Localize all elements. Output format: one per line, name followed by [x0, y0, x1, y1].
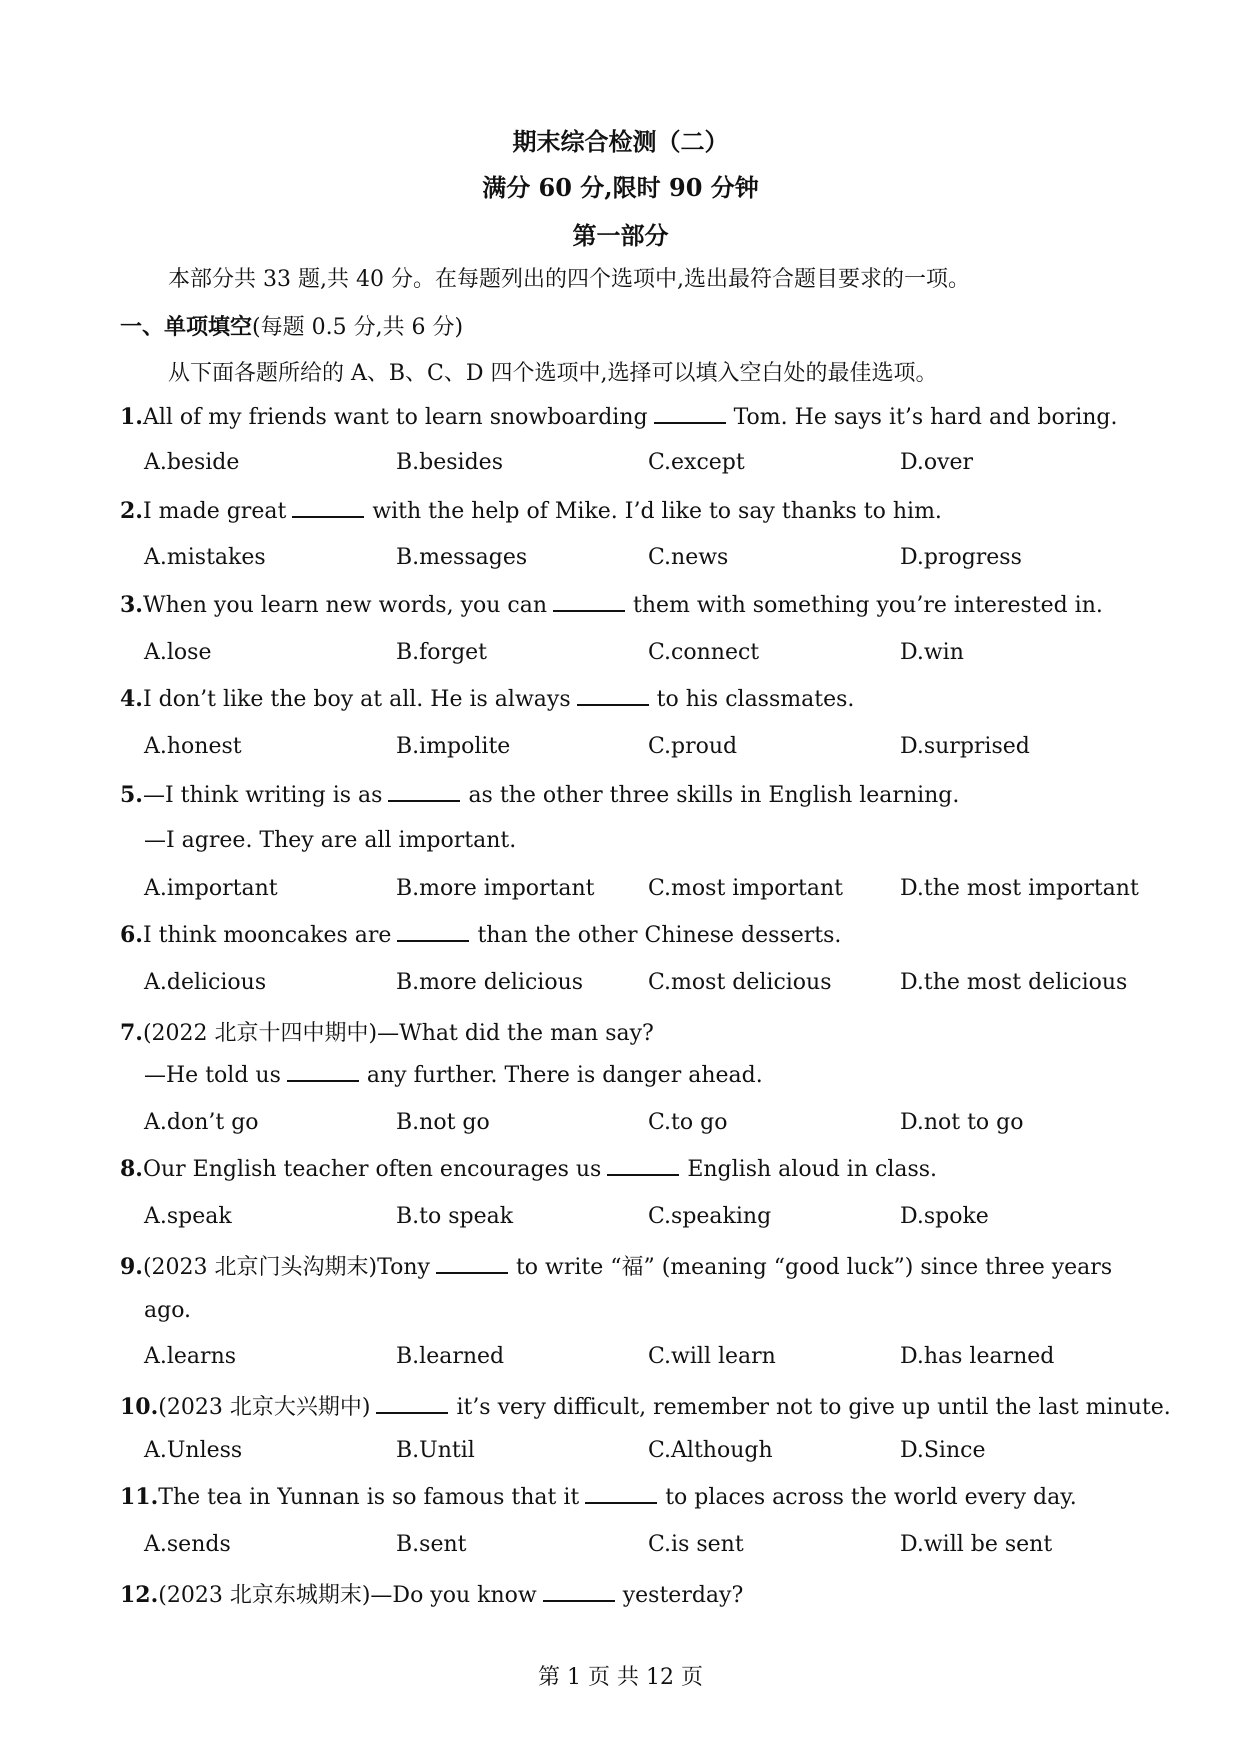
question-text: yesterday? — [622, 1583, 744, 1608]
option: B.besides — [396, 450, 503, 475]
option: D.progress — [900, 545, 1022, 570]
option: C.news — [648, 545, 729, 570]
question-stem — [120, 1578, 743, 1609]
question-text: All of my friends want to learn snowboarding — [142, 405, 648, 430]
option: D.Since — [900, 1438, 986, 1463]
option: B.more important — [396, 876, 595, 901]
question-number: 11. — [120, 1484, 159, 1510]
question-stem — [120, 592, 1103, 618]
options-row — [144, 450, 1152, 475]
option: A.important — [144, 876, 278, 901]
option: C.Although — [648, 1438, 773, 1463]
question-stem — [120, 1156, 937, 1182]
option: B.learned — [396, 1344, 505, 1369]
question-stem — [120, 1484, 1077, 1510]
section-heading — [120, 310, 463, 341]
question-number: 3. — [120, 592, 143, 618]
question-text: with the help of Mike. I’d like to say thanks to him. — [372, 499, 942, 524]
question-text: English aloud in class. — [687, 1157, 938, 1182]
question-continuation: ago. — [144, 1298, 192, 1323]
question-stem — [120, 1390, 1171, 1421]
question-text: —I think writing is as — [142, 783, 383, 808]
option: B.messages — [396, 545, 528, 570]
question-number: 9. — [120, 1254, 143, 1280]
question-text: to places across the world every day. — [665, 1485, 1077, 1510]
answer-blank — [607, 1156, 679, 1176]
options-row — [144, 1204, 1152, 1229]
section-instruction: 从下面各题所给的 A、B、C、D 四个选项中,选择可以填入空白处的最佳选项。 — [168, 361, 938, 386]
question-number: 5. — [120, 782, 143, 808]
option: D.over — [900, 450, 974, 475]
answer-blank — [543, 1582, 615, 1602]
option: A.delicious — [144, 970, 267, 995]
question-stem — [120, 686, 854, 712]
question-stem — [120, 1016, 654, 1047]
option: B.forget — [396, 640, 488, 665]
part-title: 第一部分 — [572, 221, 669, 250]
part-intro: 本部分共 33 题,共 40 分。在每题列出的四个选项中,选出最符合题目要求的一项。 — [168, 267, 970, 292]
page-subtitle: 满分 60 分,限时 90 分钟 — [482, 173, 759, 202]
question-text: I think mooncakes are — [142, 923, 392, 948]
option: B.more delicious — [396, 970, 584, 995]
question-text: (2023 北京东城期末)—Do you know — [158, 1583, 537, 1608]
option: C.will learn — [648, 1344, 776, 1369]
question-number: 10. — [120, 1394, 159, 1420]
option: A.honest — [144, 734, 242, 759]
question-number: 6. — [120, 922, 143, 948]
option: A.Unless — [144, 1438, 243, 1463]
option: A.speak — [144, 1204, 232, 1229]
option: C.most important — [648, 876, 843, 901]
question-number: 12. — [120, 1582, 159, 1608]
option: A.mistakes — [144, 545, 266, 570]
option: D.win — [900, 640, 964, 665]
section-title: 一、单项填空 — [120, 314, 253, 340]
question-text: Tom. He says it’s hard and boring. — [733, 405, 1118, 430]
option: A.learns — [144, 1344, 237, 1369]
question-text: to write “福” (meaning “good luck”) since three years — [515, 1255, 1113, 1280]
option: C.proud — [648, 734, 738, 759]
question-number: 2. — [120, 498, 143, 524]
option: A.beside — [144, 450, 240, 475]
answer-blank — [436, 1254, 508, 1274]
option: D.surprised — [900, 734, 1030, 759]
answer-blank — [388, 782, 460, 802]
option: C.to go — [648, 1110, 728, 1135]
question-text: them with something you’re interested in. — [633, 593, 1103, 618]
section-score: (每题 0.5 分,共 6 分) — [252, 315, 464, 340]
page-footer: 第 1 页 共 12 页 — [538, 1665, 703, 1690]
question-reply: —I agree. They are all important. — [144, 828, 517, 853]
question-text: as the other three skills in English learning. — [468, 783, 960, 808]
answer-blank — [553, 592, 625, 612]
question-text: to his classmates. — [656, 687, 855, 712]
options-row — [144, 1110, 1152, 1135]
option: C.connect — [648, 640, 760, 665]
page-title: 期末综合检测（二） — [512, 127, 729, 156]
option: D.the most important — [900, 876, 1139, 901]
answer-blank — [577, 686, 649, 706]
option: C.except — [648, 450, 745, 475]
option: C.is sent — [648, 1532, 744, 1557]
option: C.speaking — [648, 1204, 772, 1229]
options-row — [144, 970, 1152, 995]
question-text: The tea in Yunnan is so famous that it — [158, 1485, 580, 1510]
option: A.don’t go — [144, 1110, 259, 1135]
option: D.has learned — [900, 1344, 1055, 1369]
option: B.sent — [396, 1532, 467, 1557]
option: A.sends — [144, 1532, 231, 1557]
options-row — [144, 876, 1152, 901]
options-row — [144, 1344, 1152, 1369]
options-row — [144, 545, 1152, 570]
question-text: (2023 北京门头沟期末)Tony — [142, 1255, 430, 1280]
question-number: 1. — [120, 404, 143, 430]
answer-blank — [287, 1062, 359, 1082]
question-number: 7. — [120, 1020, 143, 1046]
options-row — [144, 734, 1152, 759]
option: B.impolite — [396, 734, 511, 759]
option: B.Until — [396, 1438, 475, 1463]
options-row — [144, 1532, 1152, 1557]
question-text: I don’t like the boy at all. He is always — [142, 687, 571, 712]
option: D.not to go — [900, 1110, 1024, 1135]
options-row — [144, 1438, 1152, 1463]
question-reply — [144, 1062, 763, 1088]
question-stem — [120, 1250, 1112, 1281]
option: B.not go — [396, 1110, 490, 1135]
question-text: When you learn new words, you can — [142, 593, 548, 618]
option: B.to speak — [396, 1204, 514, 1229]
question-text: any further. There is danger ahead. — [366, 1063, 763, 1088]
question-stem — [120, 404, 1118, 430]
question-text: Our English teacher often encourages us — [142, 1157, 602, 1182]
answer-blank — [397, 922, 469, 942]
question-number: 4. — [120, 686, 143, 712]
question-text: (2022 北京十四中期中)—What did the man say? — [142, 1021, 654, 1046]
question-text: I made great — [142, 499, 287, 524]
options-row — [144, 640, 1152, 665]
question-text: (2023 北京大兴期中) — [158, 1395, 371, 1420]
option: A.lose — [144, 640, 212, 665]
option: D.spoke — [900, 1204, 989, 1229]
answer-blank — [585, 1484, 657, 1504]
question-text: —He told us — [144, 1063, 281, 1088]
question-text: than the other Chinese desserts. — [477, 923, 842, 948]
question-text: it’s very difficult, remember not to give up until the last minute. — [456, 1395, 1171, 1420]
answer-blank — [376, 1394, 448, 1414]
question-stem — [120, 922, 841, 948]
option: C.most delicious — [648, 970, 832, 995]
option: D.the most delicious — [900, 970, 1128, 995]
question-number: 8. — [120, 1156, 143, 1182]
question-stem — [120, 782, 959, 808]
answer-blank — [654, 404, 726, 424]
question-stem — [120, 498, 942, 524]
option: D.will be sent — [900, 1532, 1053, 1557]
answer-blank — [292, 498, 364, 518]
